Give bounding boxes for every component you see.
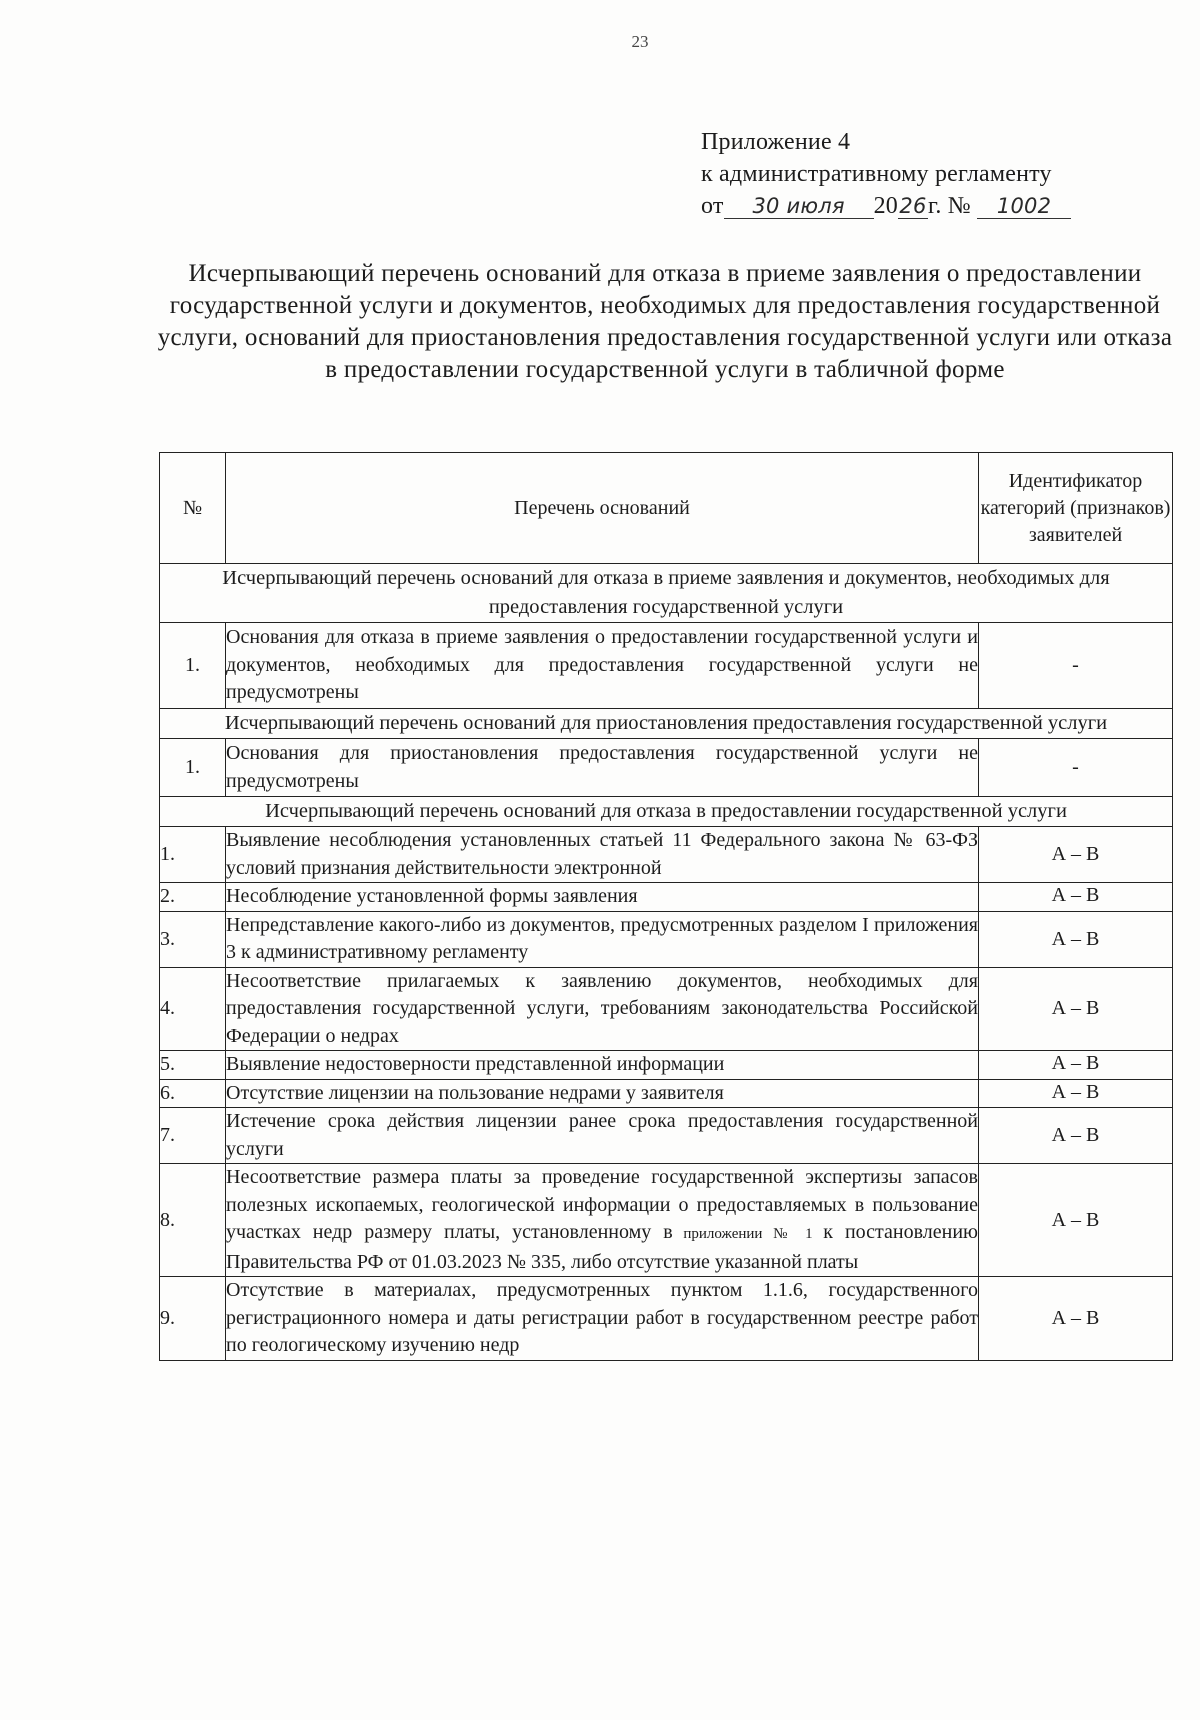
row-identifier: А – В: [979, 1277, 1173, 1361]
row-number: 4.: [160, 967, 226, 1051]
row-identifier: А – В: [979, 1051, 1173, 1080]
row-number: 9.: [160, 1277, 226, 1361]
row-identifier: -: [979, 739, 1173, 797]
row-identifier: А – В: [979, 967, 1173, 1051]
document-title: Исчерпывающий перечень оснований для отказа в приеме заявления о предоставлении государственной услуги и документов, необходимых для предоставления государственной услуги, оснований для приостановления предоставления государственной услуги или отказа в предоставлении государственной услуги в табличной форме: [157, 260, 1173, 383]
row-identifier: А – В: [979, 1108, 1173, 1164]
row-identifier: А – В: [979, 883, 1173, 912]
handwritten-year: 26: [899, 194, 927, 218]
row-text: Непредставление какого-либо из документов, предусмотренных разделом I приложения 3 к административному регламенту: [226, 911, 979, 967]
year-prefix: 20: [873, 193, 898, 219]
table-row: [160, 739, 1173, 797]
section-heading: Исчерпывающий перечень оснований для отказа в приеме заявления и документов, необходимых для предоставления государственной услуги: [160, 564, 1173, 623]
row-number: 5.: [160, 1051, 226, 1080]
row-text: Выявление несоблюдения установленных статьей 11 Федерального закона № 63-ФЗ условий признания действительности электронной: [226, 827, 979, 883]
table-row: [160, 911, 1173, 967]
header-grounds: Перечень оснований: [226, 453, 979, 564]
row-text-part: к постановлению Правительства РФ от 01.03.2023 № 335, либо отсутствие указанной платы: [226, 1221, 978, 1273]
table-row: [160, 967, 1173, 1051]
row-text: Отсутствие лицензии на пользование недрами у заявителя: [226, 1079, 979, 1108]
row-identifier: А – В: [979, 827, 1173, 883]
section-heading: Исчерпывающий перечень оснований для отказа в предоставлении государственной услуги: [160, 797, 1173, 827]
row-text: Истечение срока действия лицензии ранее срока предоставления государственной услуги: [226, 1108, 979, 1164]
row-text: Выявление недостоверности представленной информации: [226, 1051, 979, 1080]
table-row: [160, 1277, 1173, 1361]
row-identifier: А – В: [979, 1079, 1173, 1108]
table-row: [160, 827, 1173, 883]
table-row: [160, 883, 1173, 912]
page-number: 23: [631, 32, 649, 51]
table-row: [160, 623, 1173, 709]
section-heading-row: [160, 564, 1173, 623]
section-heading: Исчерпывающий перечень оснований для приостановления предоставления государственной услуги: [160, 709, 1173, 739]
row-number: 7.: [160, 1108, 226, 1164]
row-text: Отсутствие в материалах, предусмотренных пунктом 1.1.6, государственного регистрационного номера и даты регистрации работ в государственном реестре работ по геологическому изучению недр: [226, 1277, 979, 1361]
row-number: 2.: [160, 883, 226, 912]
row-number: 6.: [160, 1079, 226, 1108]
row-text-small-part: приложении № 1: [672, 1226, 824, 1242]
row-identifier: -: [979, 623, 1173, 709]
year-after: г. №: [927, 193, 971, 219]
row-number: 3.: [160, 911, 226, 967]
row-identifier: А – В: [979, 1164, 1173, 1277]
row-number: 1.: [160, 623, 226, 709]
header-number: №: [160, 453, 226, 564]
row-number: 8.: [160, 1164, 226, 1277]
row-text: Основания для приостановления предоставления государственной услуги не предусмотрены: [226, 739, 979, 797]
section-heading-row: [160, 709, 1173, 739]
table-row: [160, 1051, 1173, 1080]
row-identifier: А – В: [979, 911, 1173, 967]
handwritten-doc-number: 1002: [977, 194, 1071, 219]
row-text: Несоблюдение установленной формы заявления: [226, 883, 979, 912]
grounds-table: [159, 452, 1173, 1361]
table-row: [160, 1079, 1173, 1108]
row-text: Несоответствие прилагаемых к заявлению документов, необходимых для предоставления государственной услуги, требованиям законодательства Российской Федерации о недрах: [226, 967, 979, 1051]
row-number: 1.: [160, 739, 226, 797]
appendix-subtitle: к административному регламенту: [701, 161, 1052, 187]
row-text: [226, 1164, 979, 1277]
appendix-header: [701, 126, 1071, 222]
appendix-title: Приложение 4: [701, 129, 851, 155]
section-heading-row: [160, 797, 1173, 827]
row-text-part: Несоответствие размера платы за проведение государственной экспертизы запасов полезных ископаемых, геологической информации о предоставляемых в пользование участках недр размеру платы, установленному в: [226, 1166, 978, 1243]
table-row: [160, 1164, 1173, 1277]
date-prefix: от: [701, 193, 724, 219]
handwritten-date: 30 июля: [724, 194, 874, 219]
table-header-row: [160, 453, 1173, 564]
table-row: [160, 1108, 1173, 1164]
row-number: 1.: [160, 827, 226, 883]
appendix-date-line: [701, 190, 1071, 222]
row-text: Основания для отказа в приеме заявления о предоставлении государственной услуги и документов, необходимых для предоставления государственной услуги не предусмотрены: [226, 623, 979, 709]
header-identifier: Идентификатор категорий (признаков) заявителей: [979, 453, 1173, 564]
